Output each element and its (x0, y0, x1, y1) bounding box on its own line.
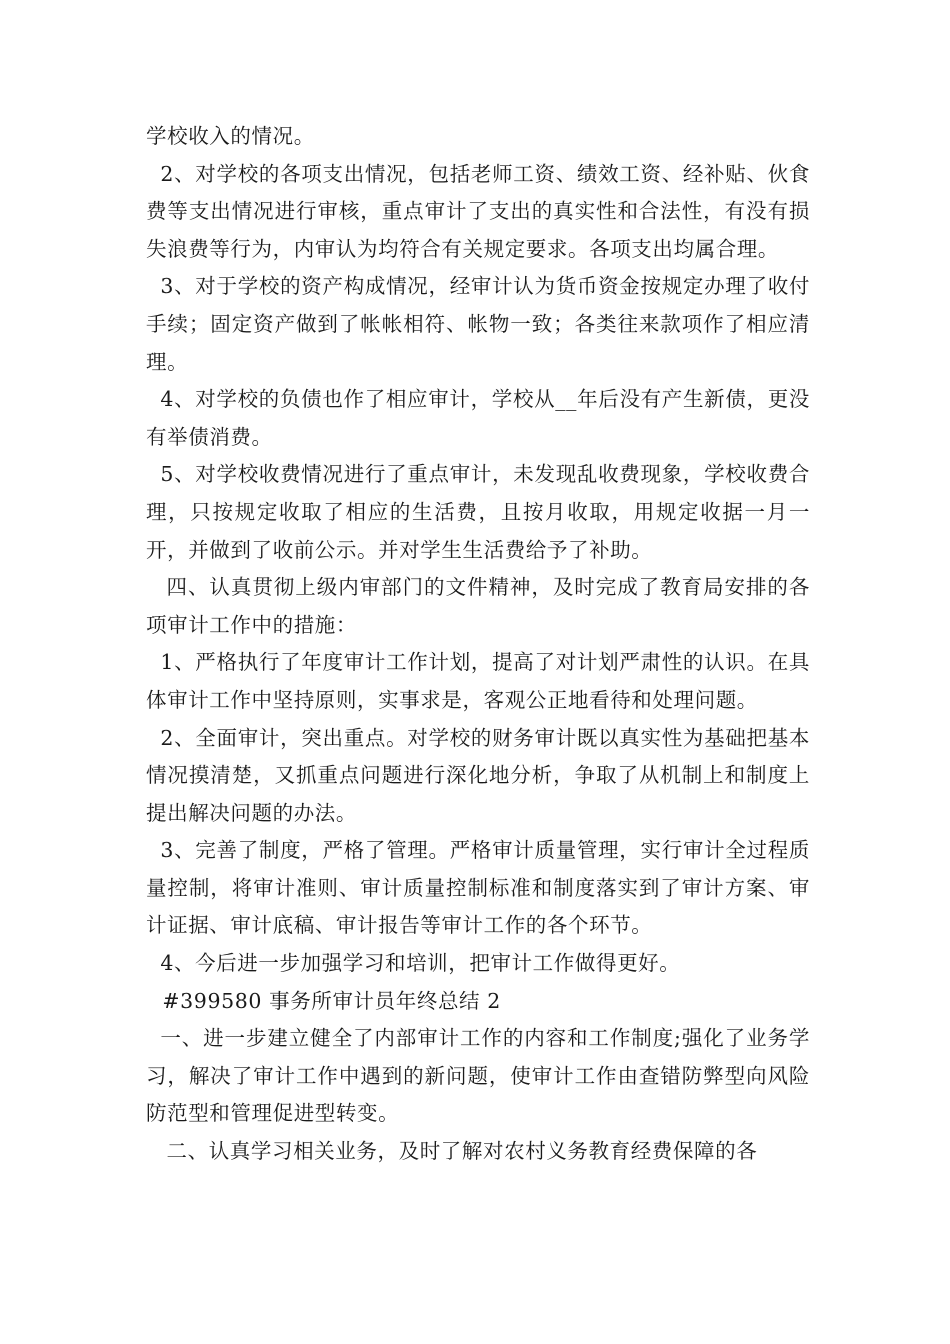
paragraph-comprehensive-audit: 2、全面审计，突出重点。对学校的财务审计既以真实性为基础把基本情况摸清楚，又抓重点问题进行深化地分析，争取了从机制上和制度上提出解决问题的办法。 (146, 725, 810, 825)
paragraph-debt-review: 4、对学校的负债也作了相应审计，学校从__年后没有产生新债，更没有举债消费。 (146, 387, 810, 449)
paragraph-income-summary: 学校收入的情况。 (146, 124, 315, 148)
paragraph-section-four: 四、认真贯彻上级内审部门的文件精神，及时完成了教育局安排的各项审计工作中的措施： (146, 575, 810, 637)
paragraph-asset-review: 3、对于学校的资产构成情况，经审计认为货币资金按规定办理了收付手续；固定资产做到了帐帐相符、帐物一致；各类往来款项作了相应清理。 (146, 274, 810, 374)
paragraph-fee-review: 5、对学校收费情况进行了重点审计，未发现乱收费现象，学校收费合理，只按规定收取了相应的生活费，且按月收取，用规定收据一月一开，并做到了收前公示。并对学生生活费给予了补助。 (146, 462, 810, 562)
paragraph-system-improvement: 3、完善了制度，严格了管理。严格审计质量管理，实行审计全过程质量控制，将审计准则、审计质量控制标准和制度落实到了审计方案、审计证据、审计底稿、审计报告等审计工作的各个环节。 (146, 838, 810, 938)
paragraph-expenditure-review: 2、对学校的各项支出情况，包括老师工资、绩效工资、经补贴、伙食费等支出情况进行审核，重点审计了支出的真实性和合法性，有没有损失浪费等行为，内审认为均符合有关规定要求。各项支出均属合理。 (146, 161, 810, 261)
paragraph-future-training: 4、今后进一步加强学习和培训，把审计工作做得更好。 (160, 951, 681, 976)
section-heading-summary-2: #399580 事务所审计员年终总结 2 (162, 988, 501, 1013)
paragraph-annual-plan: 1、严格执行了年度审计工作计划，提高了对计划严肃性的认识。在具体审计工作中坚持原则，实事求是，客观公正地看待和处理问题。 (146, 650, 810, 712)
document-body (146, 118, 810, 1171)
paragraph-internal-audit-system: 一、进一步建立健全了内部审计工作的内容和工作制度;强化了业务学习，解决了审计工作中遇到的新问题，使审计工作由查错防弊型向风险防范型和管理促进型转变。 (146, 1026, 810, 1126)
paragraph-study-business: 二、认真学习相关业务，及时了解对农村义务教育经费保障的各 (166, 1139, 758, 1164)
